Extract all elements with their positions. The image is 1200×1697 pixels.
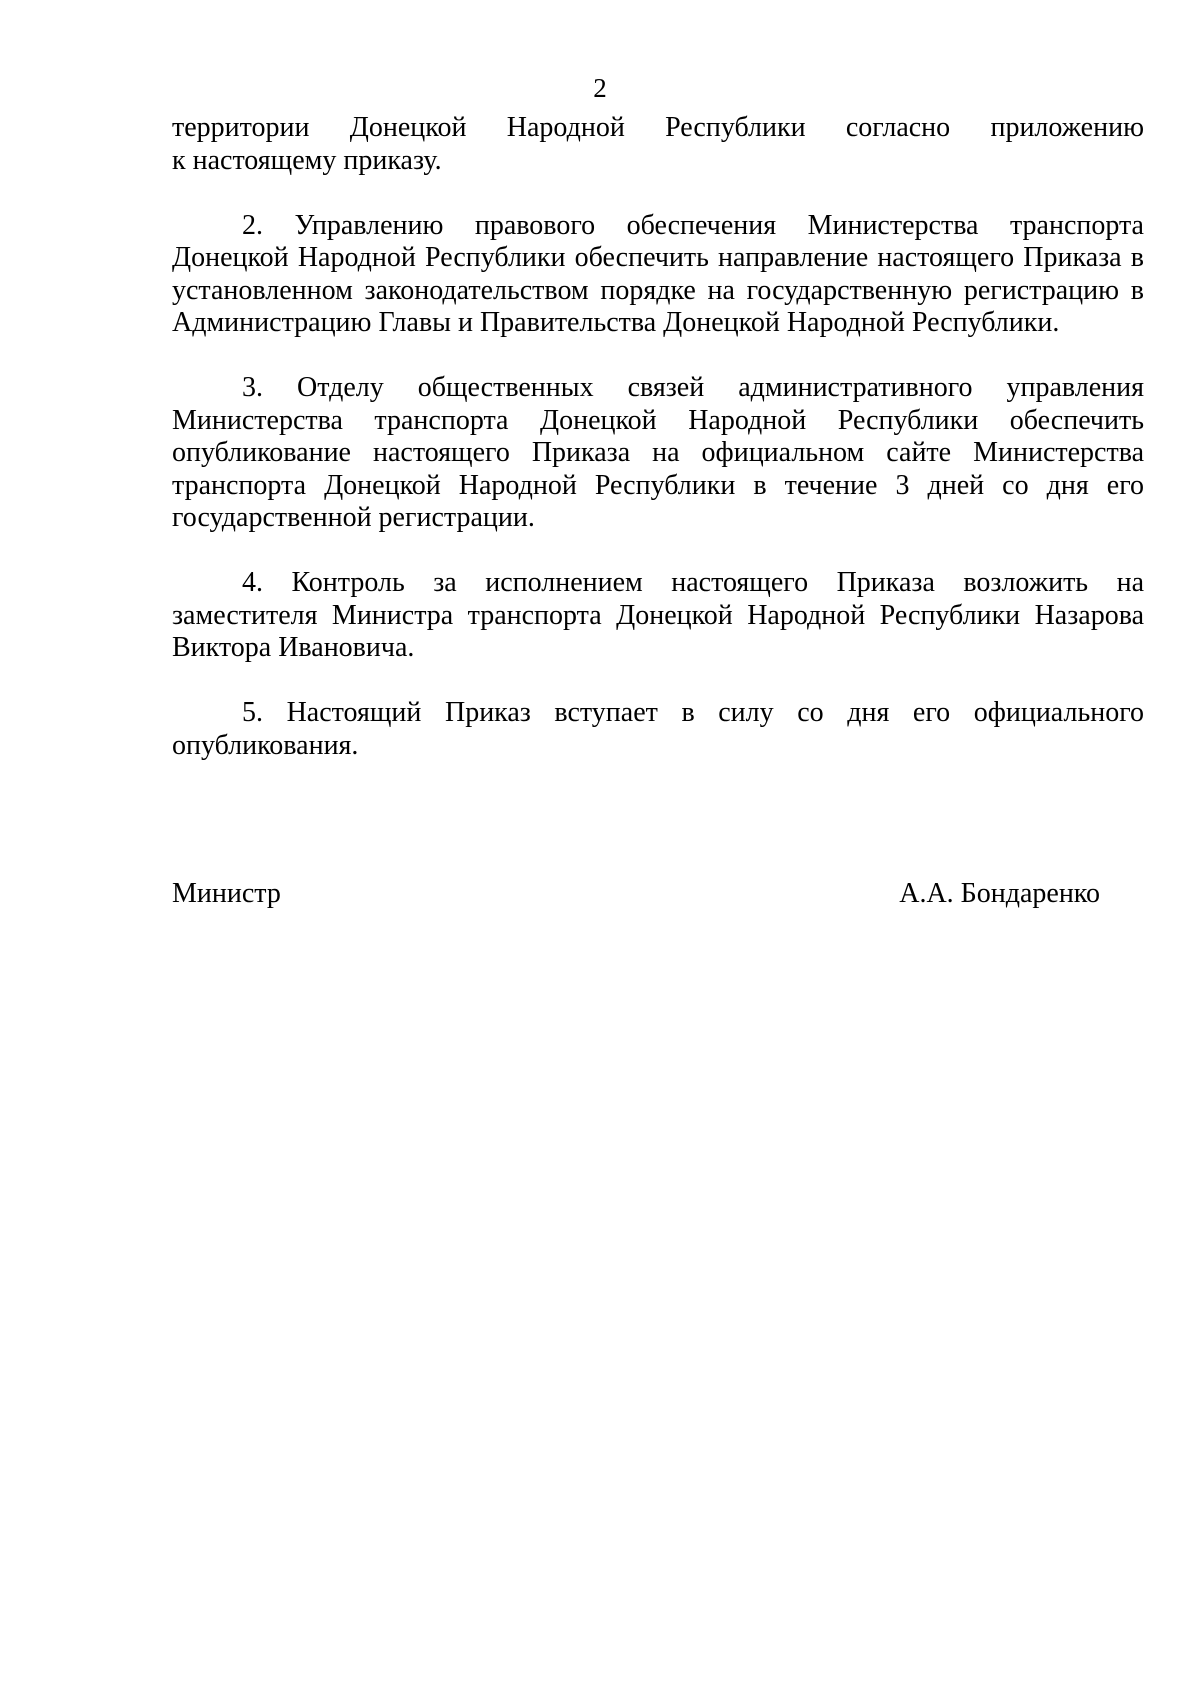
document-body [172, 112, 1144, 795]
signatory-position: Министр [172, 878, 281, 909]
signature-block [172, 878, 1100, 910]
paragraph-3: 3. Отделу общественных связей административного управления Министерства транспорта Донецкой Народной Республики обеспечить опубликование настоящего Приказа на официальном сайте Министерства транспорта Донецкой Народной Республики в течение 3 дней со дня его государственной регистрации. [172, 372, 1144, 533]
continuation-paragraph [172, 112, 1144, 177]
paragraph-5: 5. Настоящий Приказ вступает в силу со дня его официального опубликования. [172, 697, 1144, 761]
signatory-name: А.А. Бондаренко [899, 878, 1100, 909]
paragraph-4: 4. Контроль за исполнением настоящего Приказа возложить на заместителя Министра транспорта Донецкой Народной Республики Назарова Виктора Ивановича. [172, 567, 1144, 663]
continuation-line-1: территории Донецкой Народной Республики согласно приложению [172, 112, 1144, 143]
paragraph-2: 2. Управлению правового обеспечения Министерства транспорта Донецкой Народной Республики обеспечить направление настоящего Приказа в установленном законодательством порядке на государственную регистрацию в Администрацию Главы и Правительства Донецкой Народной Республики. [172, 209, 1144, 338]
continuation-line-2: к настоящему приказу. [172, 144, 442, 176]
page-number: 2 [593, 73, 607, 103]
